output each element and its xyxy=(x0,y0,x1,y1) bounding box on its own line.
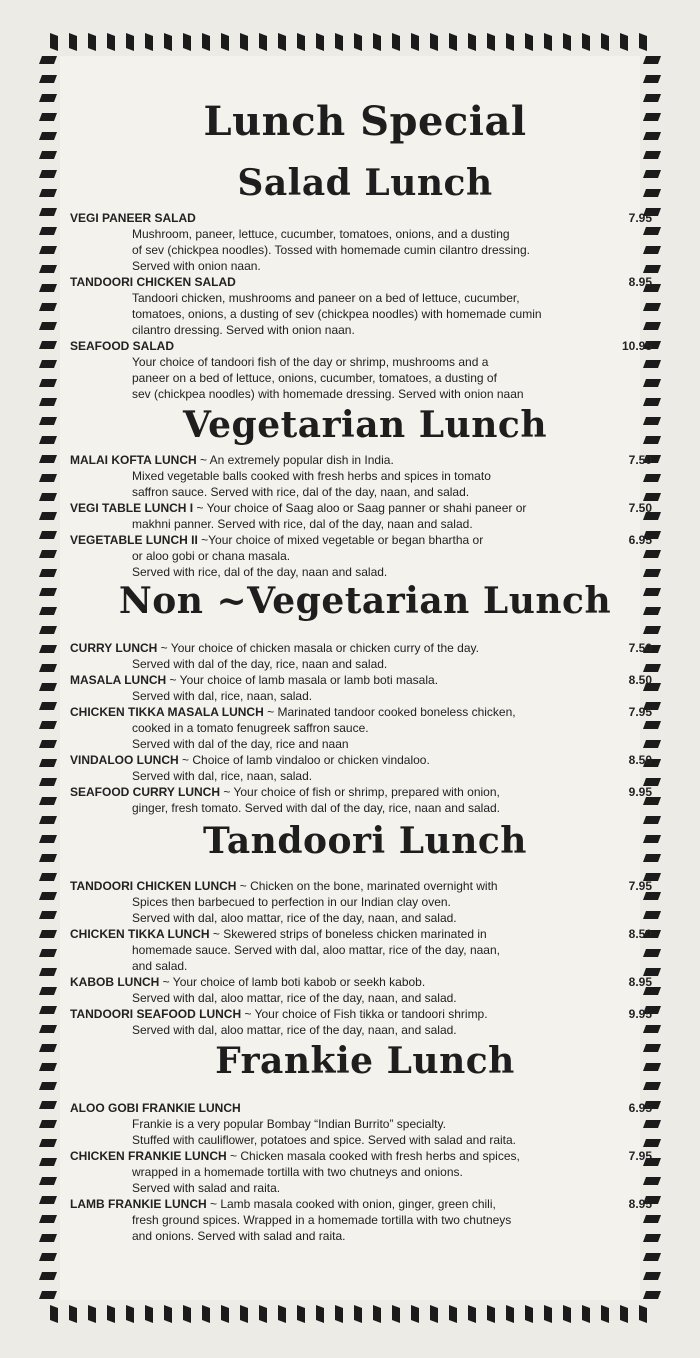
menu-item xyxy=(70,500,660,532)
item-price: 8.95 xyxy=(628,1197,652,1211)
item-name: MALAI KOFTA LUNCH xyxy=(70,453,197,467)
item-price: 6.95 xyxy=(628,533,652,547)
menu-item xyxy=(70,1148,660,1196)
item-name: VEGI PANEER SALAD xyxy=(70,211,196,225)
item-name: CHICKEN TIKKA MASALA LUNCH xyxy=(70,705,264,719)
item-line: cooked in a tomato fenugreek saffron sauce. xyxy=(132,721,369,735)
item-name: LAMB FRANKIE LUNCH xyxy=(70,1197,207,1211)
menu-item xyxy=(70,640,660,672)
item-head: ~Your choice of mixed vegetable or began bhartha or xyxy=(197,533,484,547)
item-line: Served with dal of the day, rice, naan and salad. xyxy=(132,657,388,671)
item-price: 9.95 xyxy=(628,785,652,799)
item-name: CHICKEN FRANKIE LUNCH xyxy=(70,1149,227,1163)
item-line: Spices then barbecued to perfection in our Indian clay oven. xyxy=(132,895,451,909)
menu-item xyxy=(70,672,660,704)
item-line: fresh ground spices. Wrapped in a homemade tortilla with two chutneys xyxy=(132,1213,512,1227)
item-line: wrapped in a homemade tortilla with two chutneys and onions. xyxy=(132,1165,463,1179)
item-line: sev (chickpea noodles) with homemade dressing. Served with onion naan xyxy=(132,387,524,401)
item-line: Served with salad and raita. xyxy=(132,1181,281,1195)
menu-item xyxy=(70,338,660,402)
section-title-frankie: Frankie Lunch xyxy=(215,1040,515,1082)
item-name: MASALA LUNCH xyxy=(70,673,167,687)
menu-item xyxy=(70,210,660,274)
item-head: ~ Chicken masala cooked with fresh herbs and spices, xyxy=(226,1149,520,1163)
item-price: 8.50 xyxy=(628,673,652,687)
item-line: Mushroom, paneer, lettuce, cucumber, tomatoes, onions, and a dusting xyxy=(132,227,510,241)
item-head: ~ Marinated tandoor cooked boneless chicken, xyxy=(263,705,516,719)
item-line: of sev (chickpea noodles). Tossed with homemade cumin cilantro dressing. xyxy=(132,243,530,257)
menu-item xyxy=(70,926,660,974)
menu-item xyxy=(70,1100,660,1148)
menu-item xyxy=(70,274,660,338)
item-price: 7.50 xyxy=(628,453,652,467)
item-name: SEAFOOD CURRY LUNCH xyxy=(70,785,221,799)
menu-item xyxy=(70,1006,660,1038)
item-line: Frankie is a very popular Bombay “Indian Burrito” specialty. xyxy=(132,1117,446,1131)
item-line: and onions. Served with salad and raita. xyxy=(132,1229,346,1243)
item-price: 8.50 xyxy=(628,753,652,767)
item-price: 8.50 xyxy=(628,927,652,941)
item-head: ~ Your choice of chicken masala or chicken curry of the day. xyxy=(157,641,479,655)
item-head: ~ Your choice of fish or shrimp, prepared with onion, xyxy=(220,785,500,799)
item-line: ginger, fresh tomato. Served with dal of the day, rice, naan and salad. xyxy=(132,801,500,815)
item-price: 6.95 xyxy=(628,1101,652,1115)
item-name: CHICKEN TIKKA LUNCH xyxy=(70,927,210,941)
item-line: Served with dal, aloo mattar, rice of the day, naan, and salad. xyxy=(132,1023,457,1037)
item-line: Mixed vegetable balls cooked with fresh herbs and spices in tomato xyxy=(132,469,491,483)
item-head: ~ Your choice of lamb masala or lamb boti masala. xyxy=(166,673,439,687)
item-name: VEGI TABLE LUNCH I xyxy=(70,501,194,515)
item-line: Served with rice, dal of the day, naan and salad. xyxy=(132,565,388,579)
menu-item xyxy=(70,532,660,580)
item-name: SEAFOOD SALAD xyxy=(70,339,175,353)
item-line: and salad. xyxy=(132,959,188,973)
item-name: TANDOORI CHICKEN LUNCH xyxy=(70,879,237,893)
item-line: or aloo gobi or chana masala. xyxy=(132,549,291,563)
item-price: 7.50 xyxy=(628,501,652,515)
item-line: Served with onion naan. xyxy=(132,259,261,273)
item-price: 7.95 xyxy=(628,879,652,893)
section-title-salad: Salad Lunch xyxy=(237,162,493,204)
item-price: 7.95 xyxy=(628,705,652,719)
item-name: KABOB LUNCH xyxy=(70,975,160,989)
item-line: Served with dal, aloo mattar, rice of the day, naan, and salad. xyxy=(132,911,457,925)
menu-item xyxy=(70,704,660,752)
item-price: 8.95 xyxy=(628,275,652,289)
item-name: CURRY LUNCH xyxy=(70,641,158,655)
item-price: 10.95 xyxy=(621,339,652,353)
item-price: 7.95 xyxy=(628,211,652,225)
item-line: homemade sauce. Served with dal, aloo mattar, rice of the day, naan, xyxy=(132,943,500,957)
page-title: Lunch Special xyxy=(203,98,527,145)
item-line: Your choice of tandoori fish of the day or shrimp, mushrooms and a xyxy=(132,355,489,369)
section-title-non-vegetarian: Non ~Vegetarian Lunch xyxy=(118,580,612,622)
menu-item xyxy=(70,784,660,816)
item-line: Served with dal, aloo mattar, rice of the day, naan, and salad. xyxy=(132,991,457,1005)
item-line: makhni panner. Served with rice, dal of the day, naan and salad. xyxy=(132,517,473,531)
item-price: 9.95 xyxy=(628,1007,652,1021)
item-head: ~ An extremely popular dish in India. xyxy=(196,453,394,467)
item-line: paneer on a bed of lettuce, onions, cucumber, tomatoes, a dusting of xyxy=(132,371,497,385)
item-head: ~ Your choice of Fish tikka or tandoori shrimp. xyxy=(241,1007,488,1021)
item-name: VINDALOO LUNCH xyxy=(70,753,179,767)
item-name: TANDOORI SEAFOOD LUNCH xyxy=(70,1007,242,1021)
item-name: ALOO GOBI FRANKIE LUNCH xyxy=(70,1101,241,1115)
item-line: cilantro dressing. Served with onion naan. xyxy=(132,323,355,337)
item-line: saffron sauce. Served with rice, dal of the day, naan, and salad. xyxy=(132,485,470,499)
item-line: Tandoori chicken, mushrooms and paneer on a bed of lettuce, cucumber, xyxy=(132,291,520,305)
menu-item xyxy=(70,974,660,1006)
item-name: TANDOORI CHICKEN SALAD xyxy=(70,275,236,289)
item-head: ~ Choice of lamb vindaloo or chicken vindaloo. xyxy=(178,753,430,767)
section-title-tandoori: Tandoori Lunch xyxy=(203,820,527,862)
menu-item xyxy=(70,1196,660,1244)
item-head: ~ Your choice of Saag aloo or Saag panner or shahi paneer or xyxy=(193,501,527,515)
item-head: ~ Chicken on the bone, marinated overnight with xyxy=(236,879,498,893)
item-line: Served with dal, rice, naan, salad. xyxy=(132,769,313,783)
section-title-vegetarian: Vegetarian Lunch xyxy=(183,404,547,446)
item-head: ~ Your choice of lamb boti kabob or seekh kabob. xyxy=(159,975,426,989)
item-line: tomatoes, onions, a dusting of sev (chickpea noodles) with homemade cumin xyxy=(132,307,542,321)
menu-item xyxy=(70,452,660,500)
item-price: 7.95 xyxy=(628,1149,652,1163)
item-line: Served with dal, rice, naan, salad. xyxy=(132,689,313,703)
menu-item xyxy=(70,878,660,926)
item-name: VEGETABLE LUNCH II xyxy=(70,533,198,547)
item-line: Stuffed with cauliflower, potatoes and spice. Served with salad and raita. xyxy=(132,1133,517,1147)
item-price: 8.95 xyxy=(628,975,652,989)
item-price: 7.50 xyxy=(628,641,652,655)
menu-item xyxy=(70,752,660,784)
item-head: ~ Lamb masala cooked with onion, ginger, green chili, xyxy=(206,1197,496,1211)
item-head: ~ Skewered strips of boneless chicken marinated in xyxy=(209,927,487,941)
item-line: Served with dal of the day, rice and naan xyxy=(132,737,349,751)
